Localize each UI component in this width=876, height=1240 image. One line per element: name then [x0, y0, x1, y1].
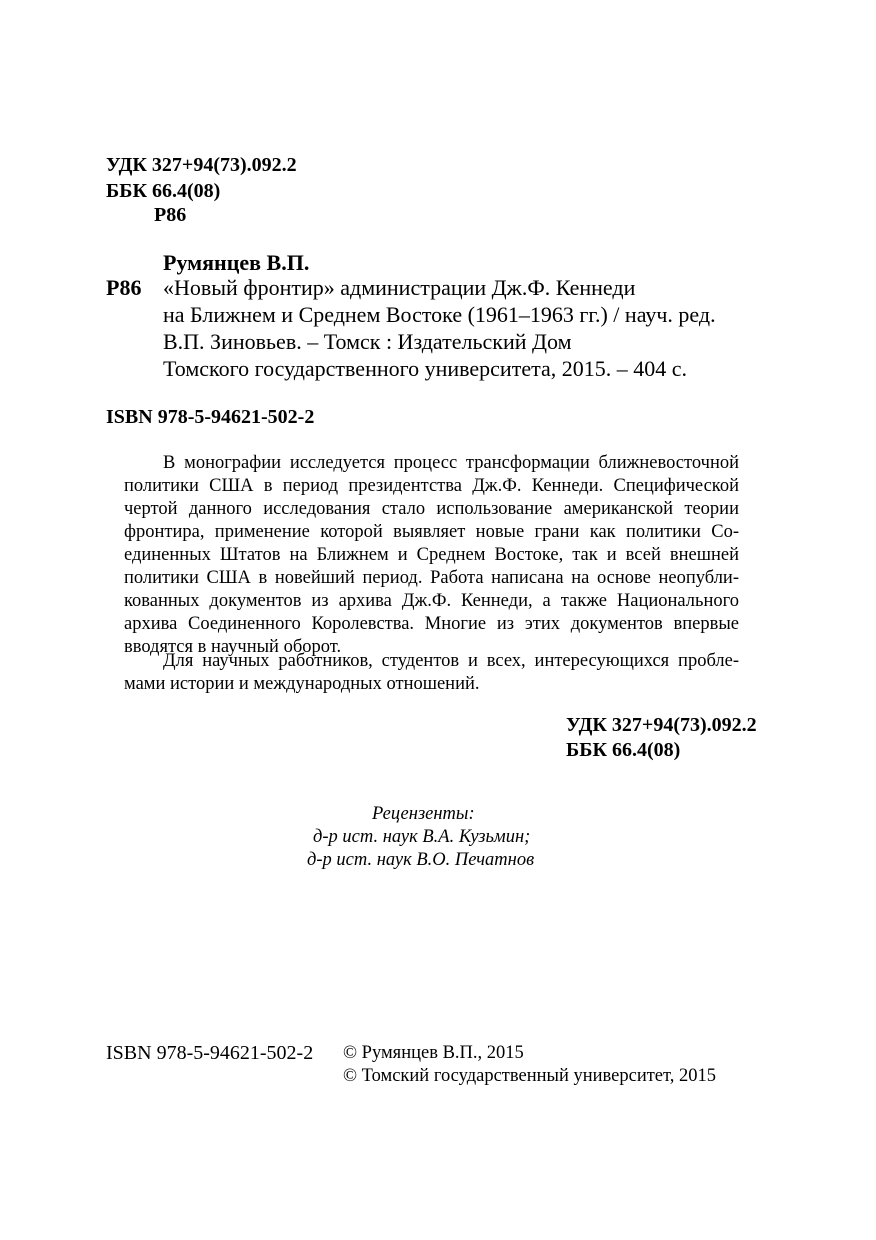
abstract-line: Для научных работников, студентов и всех, интересующихся пробле- — [163, 651, 739, 671]
title-line-4: Томского государственного университета, 2015. – 404 с. — [163, 356, 687, 381]
header-udk: УДК 327+94(73).092.2 — [106, 154, 297, 176]
title-line-1: «Новый фронтир» администрации Дж.Ф. Кеннеди — [163, 275, 636, 300]
reviewer-2: д-р ист. наук В.О. Печатнов — [307, 850, 535, 870]
abstract-line: политики США в период президентства Дж.Ф. Кеннеди. Специфической — [124, 476, 739, 496]
copyright-university: © Томский государственный университет, 2015 — [343, 1066, 716, 1086]
abstract-line: фронтира, применение которой выявляет новые грани как политики Со- — [124, 522, 739, 542]
abstract-line: единенных Штатов на Ближнем и Среднем Востоке, так и всей внешней — [124, 545, 739, 565]
abstract-line: мами истории и международных отношений. — [124, 674, 480, 694]
title-line-3: В.П. Зиновьев. – Томск : Издательский Дом — [163, 329, 572, 354]
isbn-bold: ISBN 978-5-94621-502-2 — [106, 406, 315, 428]
header-author-sign: Р86 — [154, 204, 187, 226]
footer-isbn: ISBN 978-5-94621-502-2 — [106, 1042, 314, 1064]
reviewer-1: д-р ист. наук В.А. Кузьмин; — [313, 827, 531, 847]
author-sign: Р86 — [106, 275, 142, 300]
abstract-line: В монографии исследуется процесс трансформации ближневосточной — [163, 453, 739, 473]
abstract-line: чертой данного исследования стало использование американской теории — [124, 499, 739, 519]
title-line-2: на Ближнем и Среднем Востоке (1961–1963 гг.) / науч. ред. — [163, 302, 716, 327]
abstract-line: вводятся в научный оборот. — [124, 637, 342, 657]
reviewers-title: Рецензенты: — [372, 804, 475, 824]
classification-udk: УДК 327+94(73).092.2 — [566, 714, 757, 736]
copyright-author: © Румянцев В.П., 2015 — [343, 1043, 524, 1063]
header-bbk: ББК 66.4(08) — [106, 180, 221, 202]
abstract-line: политики США в новейший период. Работа написана на основе неопубли- — [124, 568, 739, 588]
classification-bbk: ББК 66.4(08) — [566, 739, 681, 761]
author-name: Румянцев В.П. — [163, 250, 310, 275]
abstract-line: кованных документов из архива Дж.Ф. Кеннеди, а также Национального — [124, 591, 739, 611]
abstract-line: архива Соединенного Королевства. Многие из этих документов впервые — [124, 614, 739, 634]
